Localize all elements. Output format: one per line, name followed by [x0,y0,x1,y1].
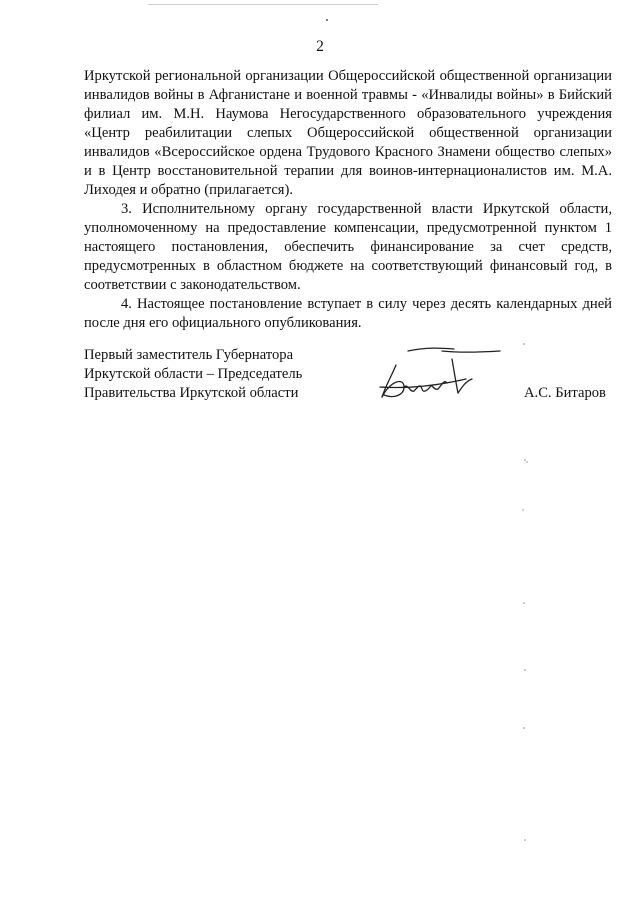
paragraph-item-4: 4. Настоящее постановление вступает в силу через десять календарных дней после дня его официального опубликования. [84,296,612,331]
handwritten-signature [370,343,505,405]
scan-speck [326,19,328,21]
paragraph-item-3: 3. Исполнительному органу государственной власти Иркутской области, уполномоченному на предоставление компенсации, предусмотренной пунктом 1 настоящего постановления, обеспечить финансирование за счет средств, предусмотренных в областном бюджете на соответствующий финансовый год, в соответствии с законодательством. [84,201,612,293]
scan-top-edge-line [148,4,378,5]
position-line: Иркутской области – Председатель [84,366,303,382]
position-line: Правительства Иркутской области [84,385,299,401]
paragraph-continuation: Иркутской региональной организации Общероссийской общественной организации инвалидов войны в Афганистане и военной травмы - «Инвалиды войны» в Бийский филиал им. М.Н. Наумова Негосударственного образовательного учреждения «Центр реабилитации слепых Общероссийской общественной организации инвалидов «Всероссийское ордена Трудового Красного Знамени общество слепых» и в Центр восстановительной терапии для воинов-интернационалистов им. М.А. Лиходея и обратно (прилагается). [84,68,612,198]
scan-noise-specks [518,340,530,880]
document-body [84,67,612,333]
position-line: Первый заместитель Губернатора [84,347,294,363]
signatory-name: А.С. Битаров [524,385,606,401]
page-number: 2 [316,38,324,55]
signatory-position [84,346,302,403]
